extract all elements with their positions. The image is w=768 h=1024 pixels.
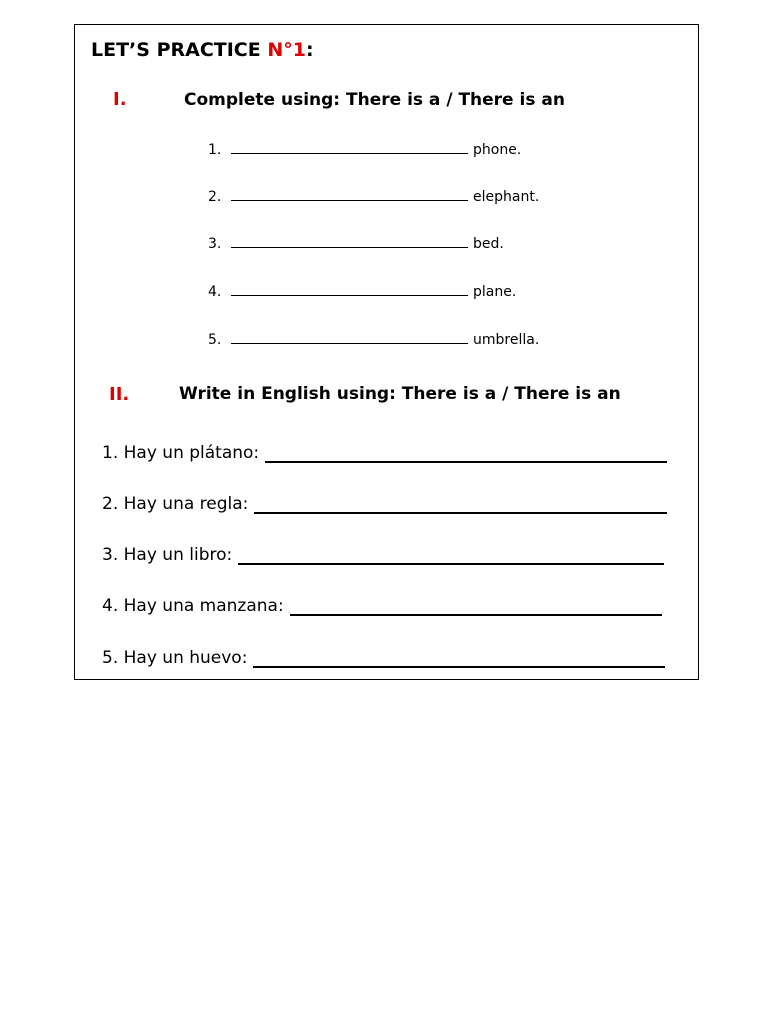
exercise2-item-prompt: 2. Hay una regla: — [102, 494, 249, 514]
exercise2-item-1 — [102, 439, 667, 463]
exercise2-item-prompt: 1. Hay un plátano: — [102, 443, 260, 463]
exercise1-item-number: 2. — [208, 189, 222, 205]
exercise1-item-number: 5. — [208, 332, 222, 348]
section2-instruction: Write in English using: There is a / There is an — [179, 384, 621, 404]
exercise1-answer-blank[interactable] — [231, 233, 468, 248]
exercise2-answer-blank[interactable] — [253, 648, 665, 668]
exercise2-item-prompt: 3. Hay un libro: — [102, 545, 233, 565]
exercise2-item-3 — [102, 541, 664, 565]
worksheet-title — [91, 39, 314, 61]
exercise2-item-2 — [102, 490, 667, 514]
exercise2-item-4 — [102, 592, 662, 616]
exercise2-item-prompt: 5. Hay un huevo: — [102, 648, 248, 668]
exercise1-item-number: 1. — [208, 142, 222, 158]
exercise2-item-5 — [102, 644, 665, 668]
exercise2-answer-blank[interactable] — [265, 443, 667, 463]
exercise1-item-word: umbrella. — [473, 332, 540, 348]
exercise1-item-4 — [208, 281, 516, 301]
exercise1-answer-blank[interactable] — [231, 186, 468, 201]
exercise1-item-number: 3. — [208, 236, 222, 252]
exercise2-answer-blank[interactable] — [254, 494, 667, 514]
exercise1-item-5 — [208, 329, 539, 349]
exercise1-item-3 — [208, 233, 504, 253]
section2-numeral: II. — [109, 384, 130, 405]
title-number: N°1 — [267, 39, 306, 61]
exercise1-item-word: plane. — [473, 284, 517, 300]
exercise1-item-word: bed. — [473, 236, 504, 252]
exercise1-item-word: elephant. — [473, 189, 540, 205]
exercise1-item-1 — [208, 139, 521, 159]
worksheet-frame — [74, 24, 699, 680]
exercise1-answer-blank[interactable] — [231, 139, 468, 154]
title-prefix: LET’S PRACTICE — [91, 39, 268, 61]
exercise2-answer-blank[interactable] — [238, 545, 664, 565]
exercise1-answer-blank[interactable] — [231, 329, 468, 344]
section1-instruction: Complete using: There is a / There is an — [184, 90, 565, 110]
section1-numeral: I. — [113, 89, 127, 110]
exercise1-answer-blank[interactable] — [231, 281, 468, 296]
exercise1-item-2 — [208, 186, 539, 206]
exercise2-item-prompt: 4. Hay una manzana: — [102, 596, 284, 616]
title-suffix: : — [305, 39, 314, 61]
exercise2-answer-blank[interactable] — [290, 596, 662, 616]
exercise1-item-number: 4. — [208, 284, 222, 300]
exercise1-item-word: phone. — [473, 142, 522, 158]
